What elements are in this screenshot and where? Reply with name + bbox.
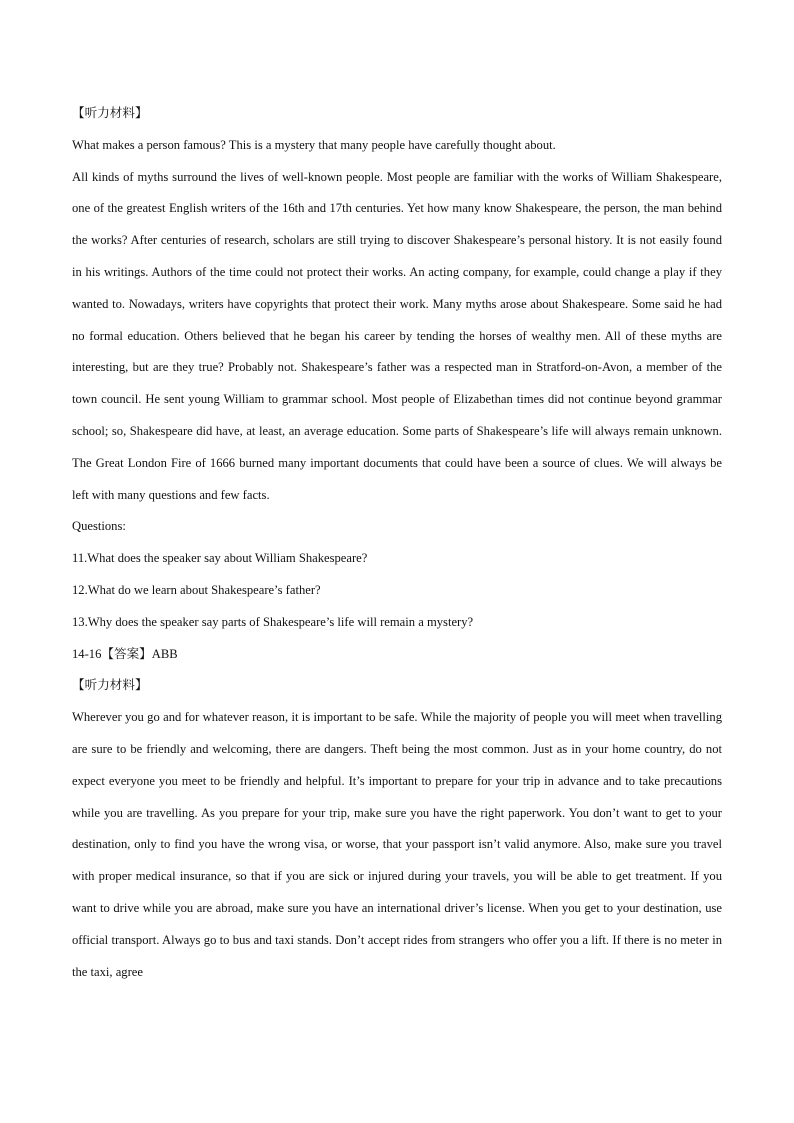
section-heading-listening-material-1: 【听力材料】 <box>72 106 148 120</box>
question-11: 11.What does the speaker say about William Shakespeare? <box>72 551 368 566</box>
section-heading-listening-material-2: 【听力材料】 <box>72 678 148 693</box>
passage-paragraph-2: Wherever you go and for whatever reason, it is important to be safe. While the majority of people you will meet when travelling are sure to be friendly and welcoming, there are dangers. Theft being the most common. Just as in your home country, do not expect everyone you meet to be friendly and helpful. It’s important to prepare for your trip in advance and to take precautions while you are travelling. As you prepare for your trip, make sure you have the right paperwork. You don’t want to get to your destination, only to find you have the wrong visa, or worse, that your passport isn’t valid anymore. Also, make sure you travel with proper medical insurance, so that if you are sick or injured during your travels, you will be able to get treatment. If you want to drive while you are abroad, make sure you have an international driver’s license. When you get to your destination, use official transport. Always go to bus and taxi stands. Don’t accept rides from strangers who offer you a lift. If there is no meter in the taxi, agree <box>72 710 722 979</box>
intro-line: What makes a person famous? This is a mystery that many people have carefully thought about. <box>72 137 556 152</box>
question-12: 12.What do we learn about Shakespeare’s father? <box>72 582 321 597</box>
questions-label: Questions: <box>72 519 126 534</box>
passage-paragraph-1: All kinds of myths surround the lives of well-known people. Most people are familiar with the works of William Shakespeare, one of the greatest English writers of the 16th and 17th centuries. Yet how many know Shakespeare, the person, the man behind the works? After centuries of research, scholars are still trying to discover Shakespeare’s personal history. It is not easily found in his writings. Authors of the time could not protect their works. An acting company, for example, could change a play if they wanted to. Nowadays, writers have copyrights that protect their work. Many myths arose about Shakespeare. Some said he had no formal education. Others believed that he began his career by tending the horses of wealthy men. All of these myths are interesting, but are they true? Probably not. Shakespeare’s father was a respected man in Stratford-on-Avon, a member of the town council. He sent young William to grammar school. Most people of Elizabethan times did not continue beyond grammar school; so, Shakespeare did have, at least, an average education. Some parts of Shakespeare’s life will always remain unknown. The Great London Fire of 1666 burned many important documents that could have been a source of clues. We will always be left with many questions and few facts. <box>72 169 722 502</box>
document-page <box>72 98 722 988</box>
question-13: 13.Why does the speaker say parts of Shakespeare’s life will remain a mystery? <box>72 614 474 629</box>
answer-line: 14-16【答案】ABB <box>72 646 178 661</box>
